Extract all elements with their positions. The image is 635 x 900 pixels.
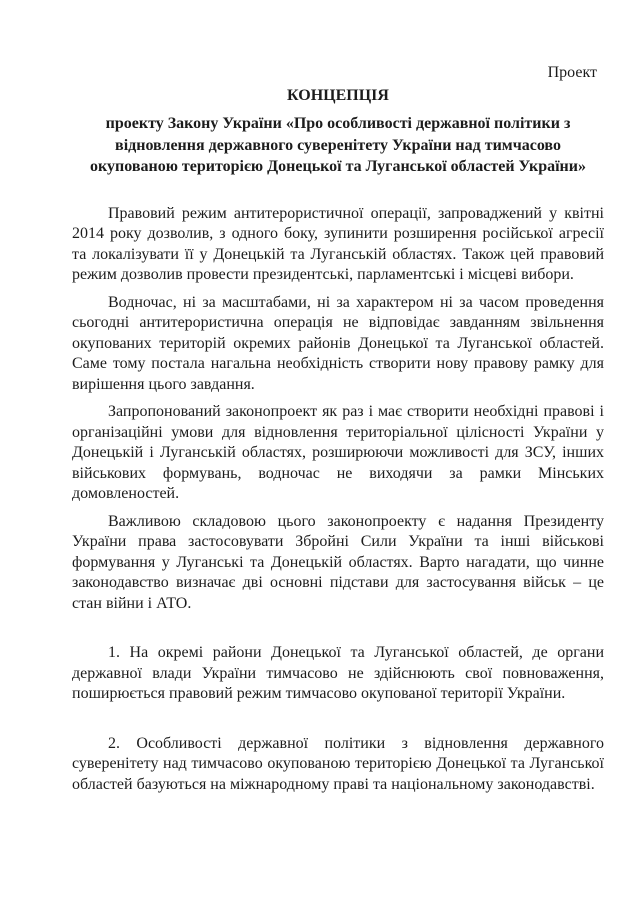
law-title: проекту Закону України «Про особливості державної політики з відновлення державного суверенітету України над тимчасово окупованою територією Донецької та Луганської областей України» xyxy=(90,115,586,175)
body-paragraph: Водночас, ні за масштабами, ні за характером ні за часом проведення сьогодні антитерористична операція не відповідає завданням звільнення окупованих територій окремих районів Донецької та Луганської областей. Саме тому постала нагальна необхідність створити нову правову рамку для вирішення цього завдання. xyxy=(72,293,604,393)
body-paragraph: Запропонований законопроект як раз і має створити необхідні правові і організаційні умови для відновлення територіальної цілісності України у Донецькій і Луганській областях, розширюючи можливості для ЗСУ, інших військових формувань, водночас не виходячи за рамки Мінських домовленостей. xyxy=(72,403,604,502)
body-paragraph: Правовий режим антитерористичної операції, запроваджений у квітні 2014 року дозволив, з одного боку, зупинити розширення російської агресії та локалізувати її у Донецькій та Луганській областях. Також цей правовий режим дозволив провести президентські, парламентські і місцеві вибори. xyxy=(72,204,604,283)
numbered-item: 2. Особливості державної політики з відновлення державного суверенітету над тимчасово окупованою територією Донецької та Луганської областей базуються на міжнародному праві та національному законодавстві. xyxy=(72,734,604,793)
numbered-item: 1. На окремі райони Донецької та Луганської областей, де органи державної влади України тимчасово не здійснюють свої повноваження, поширюється правовий режим тимчасово окупованої території України. xyxy=(72,644,604,702)
body-paragraph: Важливою складовою цього законопроекту є надання Президенту України права застосовувати Збройні Сили України та інші військові формування у Луганські та Донецькій областях. Варто нагадати, що чинне законодавство визначає дві основні підстави для застосування військ – це стан війни і АТО. xyxy=(72,512,604,612)
concept-heading: КОНЦЕПЦІЯ xyxy=(287,87,389,104)
document-content xyxy=(72,0,604,795)
project-label: Проект xyxy=(547,64,597,81)
